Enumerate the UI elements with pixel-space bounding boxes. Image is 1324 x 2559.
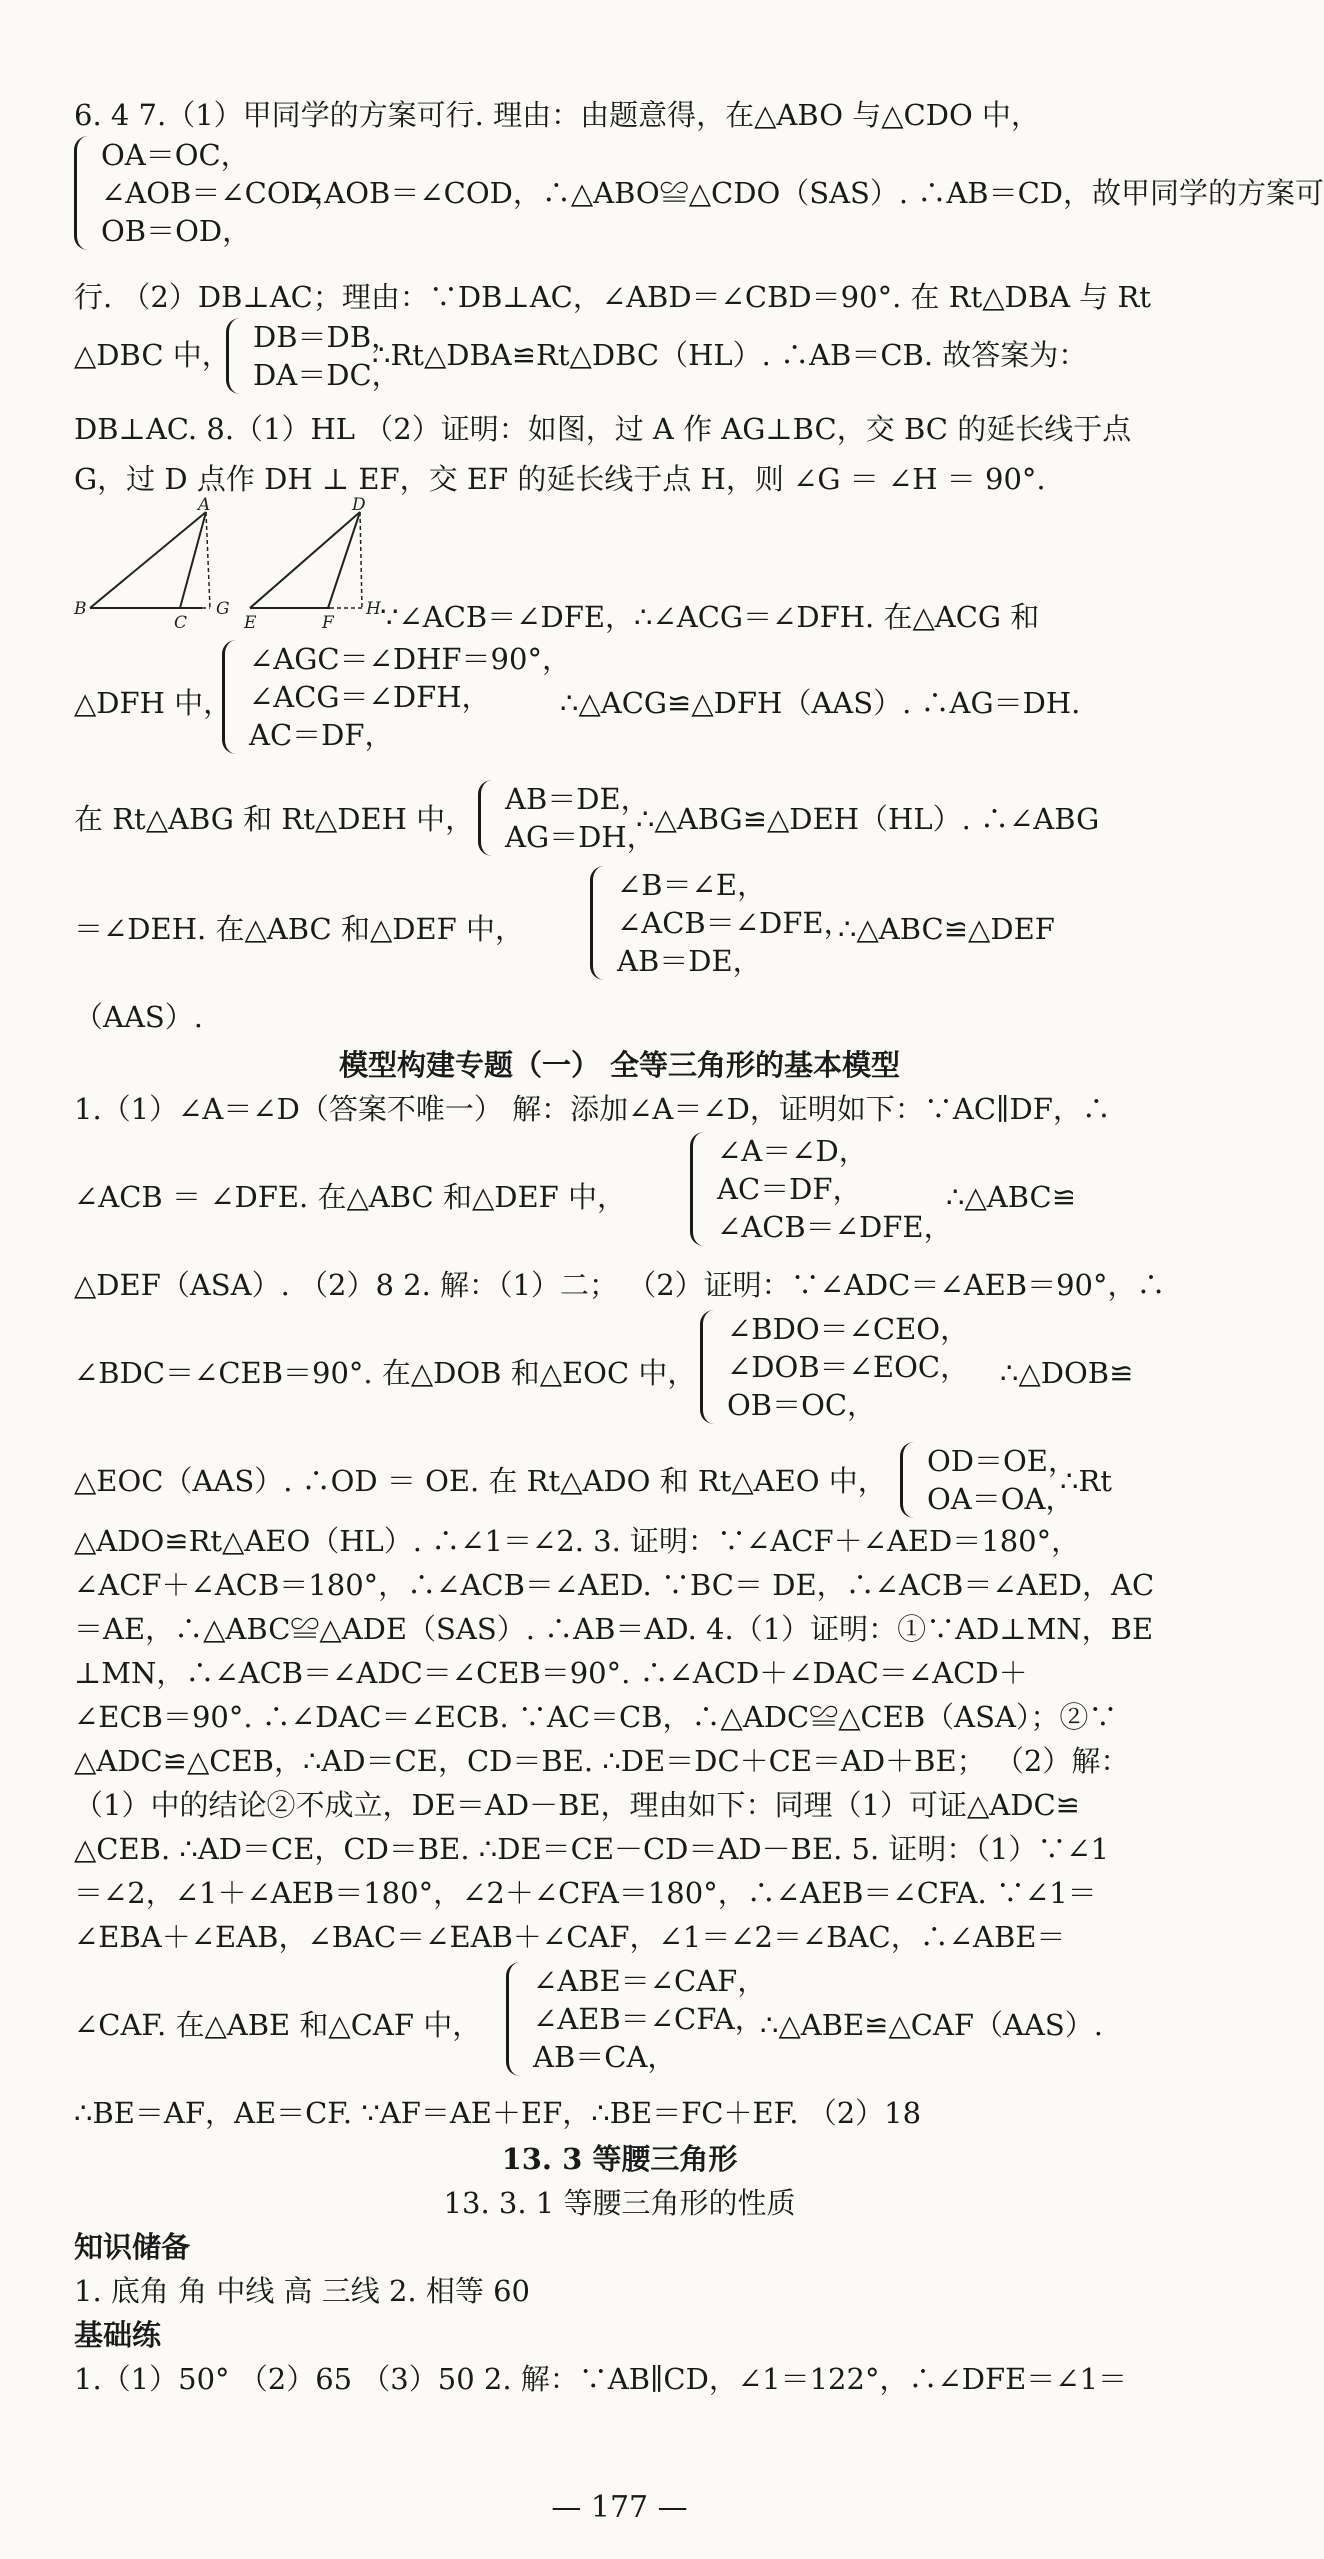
text-line: （1）中的结论②不成立，DE＝AD－BE，理由如下：同理（1）可证△ADC≌	[74, 1788, 1080, 1822]
brace	[900, 1442, 921, 1518]
text-line: △ADC≌△CEB，∴AD＝CE，CD＝BE. ∴DE＝DC＋CE＝AD＋BE； （2）解：	[74, 1744, 1130, 1778]
system-line: ∠DOB＝∠EOC，	[727, 1350, 970, 1384]
system-line: AC＝DF，	[717, 1172, 862, 1206]
system-line: ∠ACB＝∠DFE，	[717, 1210, 953, 1244]
system-line: ∠A＝∠D，	[717, 1134, 868, 1168]
text-line: ∴Rt	[1060, 1464, 1112, 1498]
system-line: OA＝OC，	[101, 138, 250, 172]
text-line: ∴△DOB≌	[1000, 1356, 1134, 1390]
subhead-knowledge: 知识储备	[74, 2230, 191, 2264]
text-line: 在 Rt△ABG 和 Rt△DEH 中，	[74, 802, 475, 836]
text-line: ∠EBA＋∠EAB，∠BAC＝∠EAB＋∠CAF，∠1＝∠2＝∠BAC，∴∠ABE＝	[74, 1920, 1066, 1954]
label-E: E	[244, 613, 257, 633]
text-line: ∠BDC＝∠CEB＝90°. 在△DOB 和△EOC 中，	[74, 1356, 697, 1390]
text-line: ＝∠2，∠1＋∠AEB＝180°，∠2＋∠CFA＝180°，∴∠AEB＝∠CFA. ∵∠1＝	[74, 1876, 1097, 1910]
equation-system	[506, 1962, 766, 2076]
text-line: ∠ACF＋∠ACB＝180°，∴∠ACB＝∠AED. ∵BC＝ DE，∴∠ACB＝∠AED，AC	[74, 1568, 1155, 1602]
text-line: △DEF（ASA）. （2）8 2. 解：（1）二； （2）证明：∵∠ADC＝∠AEB＝90°，∴	[74, 1268, 1166, 1302]
text-line: 1.（1）∠A＝∠D（答案不唯一） 解：添加∠A＝∠D，证明如下：∵AC∥DF，∴	[74, 1092, 1111, 1126]
system-line: OD＝OE，	[927, 1444, 1077, 1478]
brace	[506, 1962, 527, 2076]
system-line: DB＝DB，	[253, 320, 401, 354]
brace	[690, 1132, 711, 1246]
brace	[700, 1310, 721, 1424]
text-line: G，过 D 点作 DH ⊥ EF，交 EF 的延长线于点 H，则 ∠G ＝ ∠H ＝ 90°.	[74, 462, 1046, 496]
system-line: AB＝DE，	[617, 944, 762, 978]
text-line: ∵∠ACB＝∠DFE，∴∠ACG＝∠DFH. 在△ACG 和	[380, 600, 1040, 634]
label-B: B	[74, 599, 87, 619]
label-A: A	[198, 495, 211, 515]
system-line: AB＝CA，	[533, 2040, 677, 2074]
text-line: ⊥MN，∴∠ACB＝∠ADC＝∠CEB＝90°. ∴∠ACD＋∠DAC＝∠ACD＋	[74, 1656, 1028, 1690]
label-F: F	[322, 613, 334, 633]
triangle-figure	[70, 495, 400, 640]
system-line: OB＝OD，	[101, 214, 252, 248]
system-line: ∠AGC＝∠DHF＝90°，	[249, 642, 571, 676]
system-line: ∠BDO＝∠CEO，	[727, 1312, 970, 1346]
text-line: △DBC 中，	[74, 338, 231, 372]
text-line: △ADO≌Rt△AEO（HL）. ∴∠1＝∠2. 3. 证明：∵∠ACF＋∠AED＝180°，	[74, 1524, 1081, 1558]
system-line: DA＝DC，	[253, 358, 401, 392]
label-D: D	[352, 495, 366, 515]
equation-system	[690, 1132, 953, 1246]
brace	[478, 780, 499, 856]
text-line: （AAS）.	[74, 1000, 203, 1034]
text-line: ∴△ABC≌△DEF	[838, 912, 1055, 946]
text-line: △EOC（AAS）. ∴OD ＝ OE. 在 Rt△ADO 和 Rt△AEO 中，	[74, 1464, 887, 1498]
system-line: OA＝OA，	[927, 1482, 1075, 1516]
system-line: ∠AOB＝∠COD，	[101, 176, 343, 210]
text-line: ∠CAF. 在△ABE 和△CAF 中，	[74, 2008, 482, 2042]
equation-system	[478, 780, 656, 856]
system-line: ∠ABE＝∠CAF，	[533, 1964, 767, 1998]
text-line: △DFH 中，	[74, 686, 233, 720]
brace	[74, 136, 95, 250]
system-line: ∠B＝∠E，	[617, 868, 767, 902]
subhead-basic: 基础练	[74, 2318, 162, 2352]
system-line: ∠ACG＝∠DFH，	[249, 680, 491, 714]
text-line: ∴Rt△DBA≌Rt△DBC（HL）. ∴AB＝CB. 故答案为：	[372, 338, 1088, 372]
system-line: AC＝DF，	[249, 718, 394, 752]
system-line: ∠AEB＝∠CFA，	[533, 2002, 764, 2036]
equation-system	[222, 640, 571, 754]
equation-system	[700, 1310, 969, 1424]
brace	[226, 318, 247, 394]
section-heading: 模型构建专题（一） 全等三角形的基本模型	[338, 1048, 901, 1082]
equation-system	[900, 1442, 1077, 1518]
system-line: AG＝DH，	[505, 820, 656, 854]
text-line: ∴△ABG≌△DEH（HL）. ∴∠ABG	[636, 802, 1100, 836]
text-line: ∴BE＝AF，AE＝CF. ∵AF＝AE＋EF，∴BE＝FC＋EF. （2）18	[74, 2096, 922, 2130]
system-line: AB＝DE，	[505, 782, 650, 816]
text-line: 1. 底角 角 中线 高 三线 2. 相等 60	[74, 2274, 530, 2308]
system-line: OB＝OC，	[727, 1388, 877, 1422]
text-line: 1.（1）50° （2）65 （3）50 2. 解：∵AB∥CD，∠1＝122°，∴∠DFE＝∠1＝	[74, 2362, 1128, 2396]
system-line: ∠ACB＝∠DFE，	[617, 906, 853, 940]
brace	[590, 866, 611, 980]
label-G: G	[216, 599, 230, 619]
text-line: ∴△ABC≌	[946, 1180, 1077, 1214]
text-line: 6. 4 7.（1）甲同学的方案可行. 理由：由题意得，在△ABO 与△CDO 中，	[74, 98, 1040, 132]
label-C: C	[174, 613, 188, 633]
section-heading: 13. 3 等腰三角形	[501, 2142, 738, 2176]
equation-system	[590, 866, 853, 980]
text-line: DB⊥AC. 8.（1）HL （2）证明：如图，过 A 作 AG⊥BC，交 BC 的延长线于点	[74, 412, 1132, 446]
label-H: H	[366, 599, 381, 619]
text-line: ∠AOB＝∠COD，∴△ABO≌△CDO（SAS）. ∴AB＝CD，故甲同学的方案可	[300, 176, 1324, 210]
text-line: ∠ACB ＝ ∠DFE. 在△ABC 和△DEF 中，	[74, 1180, 627, 1214]
text-line: ＝AE，∴△ABC≌△ADE（SAS）. ∴AB＝AD. 4.（1）证明：①∵AD⊥MN，BE	[74, 1612, 1154, 1646]
text-line: △CEB. ∴AD＝CE，CD＝BE. ∴DE＝CE－CD＝AD－BE. 5. 证明：（1）∵∠1	[74, 1832, 1110, 1866]
text-line: ∴△ABE≌△CAF（AAS）.	[760, 2008, 1104, 2042]
text-line: ∠ECB＝90°. ∴∠DAC＝∠ECB. ∵AC＝CB，∴△ADC≌△CEB（ASA）；②∵	[74, 1700, 1118, 1734]
text-line: ＝∠DEH. 在△ABC 和△DEF 中，	[74, 912, 525, 946]
text-line: ∴△ACG≌△DFH（AAS）. ∴AG＝DH.	[560, 686, 1081, 720]
text-line: 行. （2）DB⊥AC；理由：∵DB⊥AC，∠ABD＝∠CBD＝90°. 在 Rt△DBA 与 Rt	[74, 280, 1151, 314]
page-number: — 177 —	[551, 2490, 688, 2525]
brace	[222, 640, 243, 754]
subsection-heading: 13. 3. 1 等腰三角形的性质	[443, 2186, 796, 2220]
